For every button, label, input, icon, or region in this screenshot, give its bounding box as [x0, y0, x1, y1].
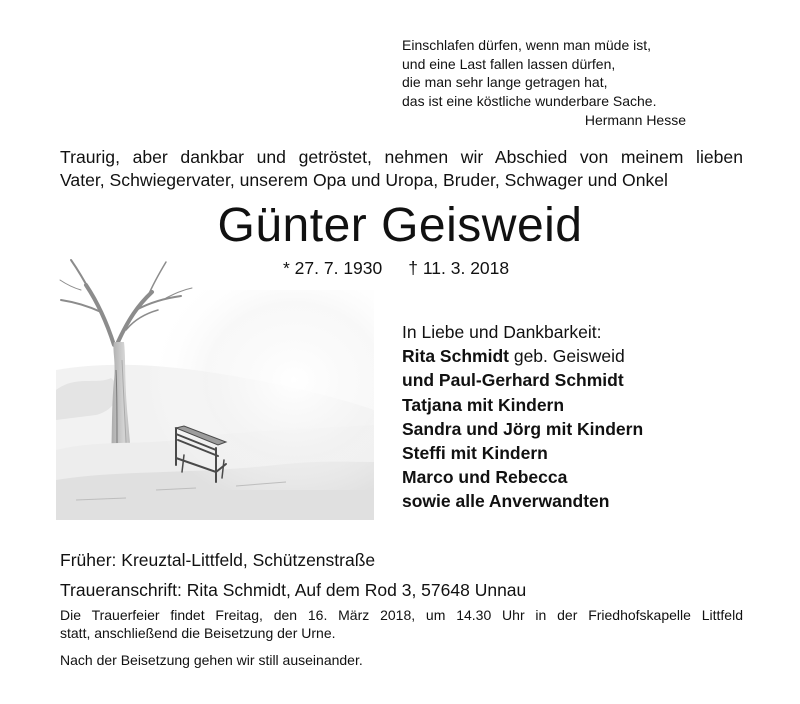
mourner-maiden-name: geb. Geisweid	[508, 346, 625, 367]
mourner-line: Tatjana mit Kindern	[402, 394, 565, 415]
mourner-line	[402, 344, 643, 368]
mourner-line: Marco und Rebecca	[402, 467, 568, 488]
mourner-name: Rita Schmidt	[402, 346, 509, 367]
death-date: † 11. 3. 2018	[408, 258, 510, 278]
poem-author: Hermann Hesse	[584, 112, 686, 128]
mourner-line: sowie alle Anverwandten	[402, 491, 610, 512]
service-line: Die Trauerfeier findet Freitag, den 16. März 2018, um 14.30 Uhr in der Friedhofskapelle Littfeld	[60, 607, 743, 623]
service-line: statt, anschließend die Beisetzung der Urne.	[60, 625, 336, 641]
closing-note: Nach der Beisetzung gehen wir still auseinander.	[60, 652, 363, 668]
intro-line: Vater, Schwiegervater, unserem Opa und Uropa, Bruder, Schwager und Onkel	[60, 170, 668, 190]
poem-line: Einschlafen dürfen, wenn man müde ist,	[402, 37, 652, 53]
tree-and-bench-illustration	[56, 250, 374, 520]
birth-date: * 27. 7. 1930	[283, 258, 383, 278]
mourning-address: Traueranschrift: Rita Schmidt, Auf dem Rod 3, 57648 Unnau	[60, 580, 527, 600]
poem-line: die man sehr lange getragen hat,	[402, 74, 608, 90]
poem	[402, 36, 702, 110]
poem-line: und eine Last fallen lassen dürfen,	[402, 55, 616, 72]
mourners-list	[402, 320, 643, 514]
service-info	[60, 606, 743, 642]
life-dates	[283, 258, 509, 279]
intro-text	[60, 146, 743, 192]
deceased-name: Günter Geisweid	[217, 199, 583, 252]
mourner-line: Sandra und Jörg mit Kindern	[402, 418, 644, 439]
mourner-line: Steffi mit Kindern	[402, 443, 548, 464]
former-address: Früher: Kreuztal-Littfeld, Schützenstraße	[60, 550, 376, 570]
intro-line: Traurig, aber dankbar und getröstet, nehmen wir Abschied von meinem lieben	[60, 147, 743, 167]
mourner-line: und Paul-Gerhard Schmidt	[402, 370, 624, 391]
poem-line: das ist eine köstliche wunderbare Sache.	[402, 92, 657, 109]
mourners-heading: In Liebe und Dankbarkeit:	[402, 322, 602, 342]
